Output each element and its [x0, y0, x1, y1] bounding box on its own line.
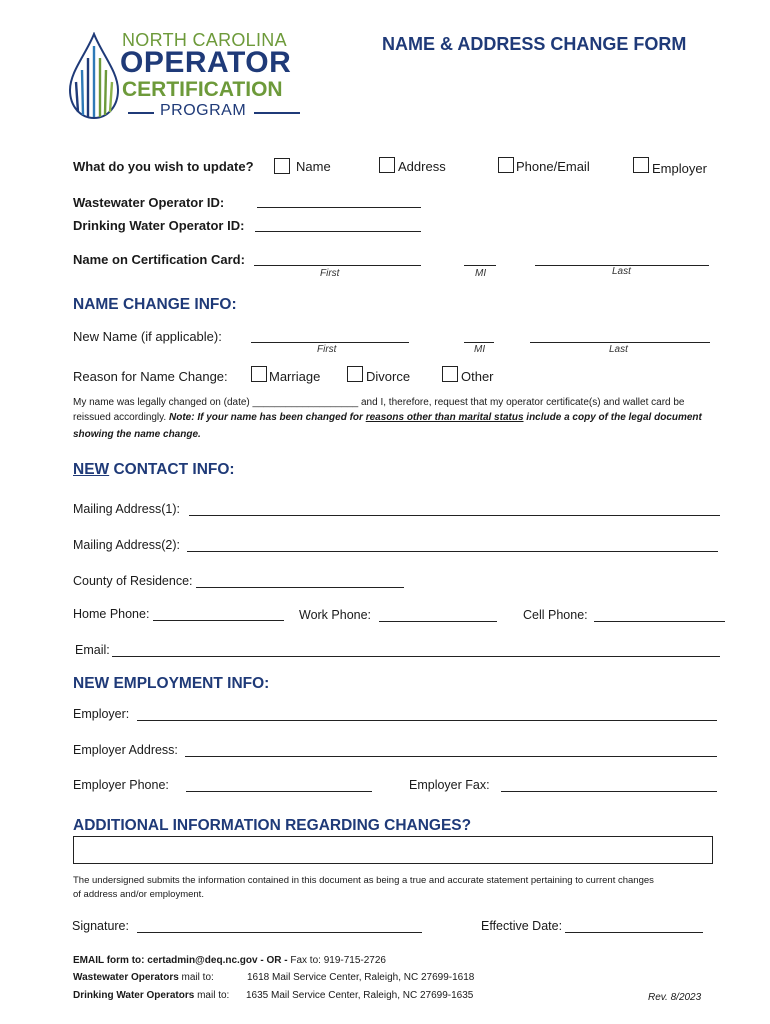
option-address-label: Address [398, 159, 446, 174]
employer-address-label: Employer Address: [73, 743, 178, 757]
effective-date-label: Effective Date: [481, 919, 563, 933]
cert-name-label: Name on Certification Card: [73, 252, 245, 267]
update-question: What do you wish to update? [73, 159, 254, 174]
logo-line-4: PROGRAM [160, 102, 247, 119]
work-phone-label: Work Phone: [299, 608, 372, 622]
home-phone-field[interactable] [153, 620, 284, 621]
employer-label: Employer: [73, 707, 130, 721]
email-label: Email: [75, 643, 110, 657]
signature-label: Signature: [72, 919, 129, 933]
reason-marriage-label: Marriage [269, 369, 321, 384]
employer-fax-label: Employer Fax: [409, 778, 490, 792]
contact-heading-rest: CONTACT INFO: [109, 461, 235, 478]
checkbox-marriage[interactable] [251, 366, 267, 382]
reason-divorce-label: Divorce [366, 369, 411, 384]
checkbox-name[interactable] [274, 158, 290, 174]
drinking-id-label: Drinking Water Operator ID: [73, 218, 245, 233]
new-first-caption: First [317, 344, 337, 355]
employer-address-field[interactable] [185, 756, 717, 757]
cert-first-field[interactable] [254, 265, 421, 266]
cell-phone-label: Cell Phone: [523, 608, 588, 622]
cert-first-caption: First [320, 268, 340, 279]
employer-fax-field[interactable] [501, 791, 717, 792]
home-phone-label: Home Phone: [73, 607, 150, 621]
logo-line-1: NORTH CAROLINA [122, 30, 287, 50]
new-last-caption: Last [609, 344, 628, 355]
statement-reasons: reasons other than marital status [365, 412, 524, 423]
mailing2-label: Mailing Address(2): [73, 538, 180, 552]
footer-ww-mail: mail to: [178, 972, 214, 983]
cert-mi-caption: MI [475, 268, 487, 279]
checkbox-divorce[interactable] [347, 366, 363, 382]
statement-line-2 [73, 410, 733, 425]
cell-phone-field[interactable] [594, 621, 725, 622]
email-field[interactable] [112, 656, 720, 657]
effective-date-field[interactable] [565, 932, 703, 933]
attestation-text [73, 874, 733, 902]
checkbox-address[interactable] [379, 157, 395, 173]
footer-fax: Fax to: 919-715-2726 [287, 955, 386, 966]
option-phone-email-label: Phone/Email [516, 159, 590, 174]
footer-ww-address: 1618 Mail Service Center, Raleigh, NC 27699-1618 [247, 972, 475, 983]
footer-dw-address: 1635 Mail Service Center, Raleigh, NC 27699-1635 [246, 990, 474, 1001]
contact-heading-new: NEW [73, 461, 110, 478]
mailing1-field[interactable] [189, 515, 720, 516]
county-label: County of Residence: [73, 574, 193, 588]
checkbox-other[interactable] [442, 366, 458, 382]
checkbox-phone-email[interactable] [498, 157, 514, 173]
form-title: NAME & ADDRESS CHANGE FORM [382, 34, 687, 54]
logo-rule-left [128, 112, 154, 114]
reason-label: Reason for Name Change: [73, 369, 228, 384]
checkbox-employer[interactable] [633, 157, 649, 173]
mailing1-label: Mailing Address(1): [73, 502, 180, 516]
statement-note: Note: If your name has been changed for [168, 412, 366, 423]
footer-dw-mail: mail to: [194, 990, 230, 1001]
additional-heading: ADDITIONAL INFORMATION REGARDING CHANGES? [73, 817, 472, 834]
county-field[interactable] [196, 587, 404, 588]
contact-heading [73, 461, 235, 479]
footer-dw-line [73, 990, 229, 1001]
option-name-label: Name [296, 159, 331, 174]
logo-rule-right [254, 112, 300, 114]
cert-last-caption: Last [612, 266, 631, 277]
mailing2-field[interactable] [187, 551, 718, 552]
work-phone-field[interactable] [379, 621, 497, 622]
employer-field[interactable] [137, 720, 717, 721]
name-change-heading: NAME CHANGE INFO: [73, 296, 237, 313]
wastewater-id-field[interactable] [257, 207, 421, 208]
attest-line-2: of address and/or employment. [73, 889, 204, 900]
attest-line-1: The undersigned submits the information contained in this document as being a true and accurate statement pertaining to current changes [73, 875, 654, 886]
new-first-field[interactable] [251, 342, 409, 343]
new-name-label: New Name (if applicable): [73, 329, 222, 344]
footer-email: EMAIL form to: certadmin@deq.nc.gov - OR - [73, 955, 288, 966]
option-employer-label: Employer [652, 161, 707, 176]
footer-ww-line [73, 972, 214, 983]
revision-date: Rev. 8/2023 [648, 992, 702, 1003]
water-drop-icon [66, 32, 122, 120]
new-mi-caption: MI [474, 344, 486, 355]
employer-phone-field[interactable] [186, 791, 372, 792]
program-logo [66, 30, 306, 122]
footer-ww-bold: Wastewater Operators [73, 972, 179, 983]
footer-dw-bold: Drinking Water Operators [73, 990, 195, 1001]
reason-other-label: Other [461, 369, 494, 384]
signature-field[interactable] [137, 932, 422, 933]
cert-mi-field[interactable] [464, 265, 496, 266]
new-last-field[interactable] [530, 342, 710, 343]
employment-heading: NEW EMPLOYMENT INFO: [73, 675, 270, 692]
logo-line-3: CERTIFICATION [122, 78, 283, 101]
employer-phone-label: Employer Phone: [73, 778, 169, 792]
statement-line-3: showing the name change. [73, 429, 201, 440]
drinking-id-field[interactable] [255, 231, 421, 232]
new-mi-field[interactable] [464, 342, 494, 343]
footer-email-line [73, 955, 386, 966]
statement-include: include a copy of the legal document [523, 412, 702, 423]
wastewater-id-label: Wastewater Operator ID: [73, 195, 225, 210]
name-change-statement [73, 395, 733, 442]
logo-line-2: OPERATOR [120, 46, 292, 79]
statement-line-1: My name was legally changed on (date) ___________________ and I, therefore, request that my operator certificate(s) and wallet card be [73, 397, 685, 408]
statement-reissued: reissued accordingly. [73, 412, 169, 423]
additional-info-box[interactable] [73, 836, 713, 864]
